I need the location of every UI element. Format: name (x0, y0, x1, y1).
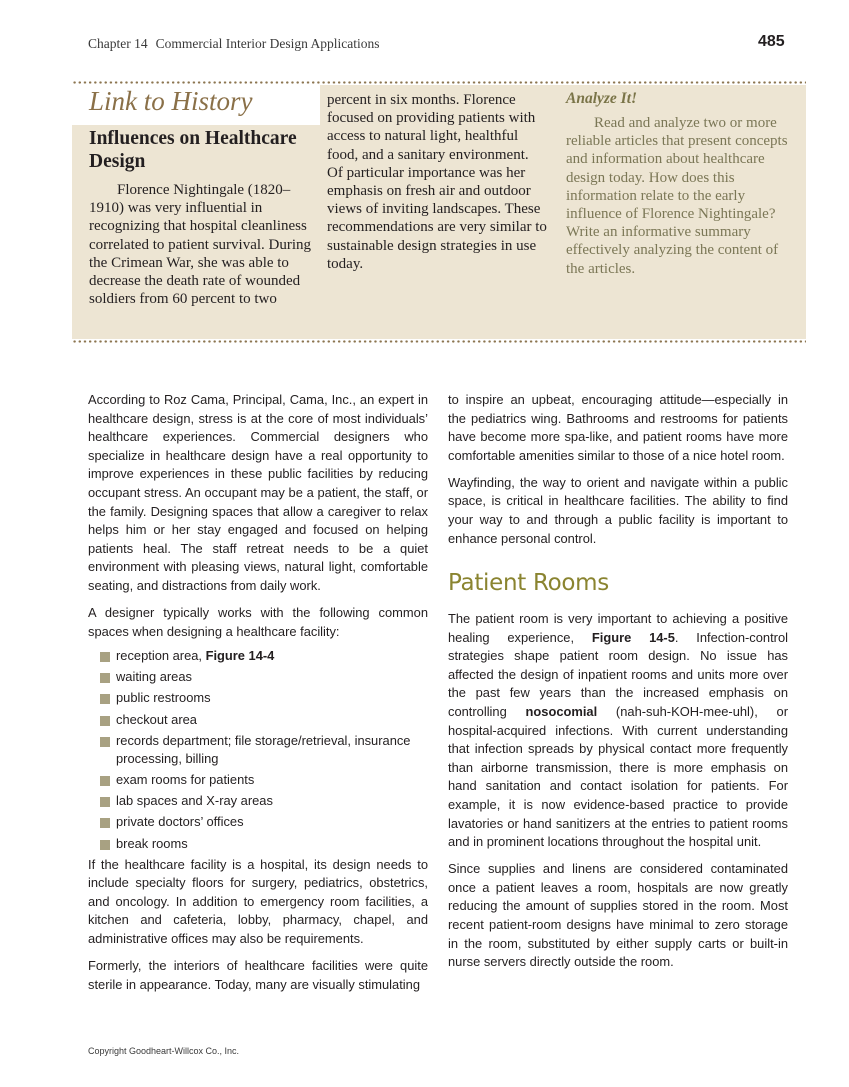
list-item: exam rooms for patients (88, 771, 428, 790)
figure-reference: Figure 14-4 (205, 648, 275, 664)
list-item: reception area, Figure 14-4 (88, 647, 428, 666)
paragraph: to inspire an upbeat, encouraging attitude—especially in the pediatrics wing. Bathrooms and restrooms for patients have become more spa-like, and patient rooms have more comfortable amenities similar to those of a nice hotel room. (448, 392, 788, 463)
section-heading-patient-rooms: Patient Rooms (448, 570, 609, 596)
square-bullet-icon (100, 776, 110, 786)
chapter-number: Chapter 14 (88, 36, 148, 51)
list-item: private doctors’ offices (88, 813, 428, 832)
paragraph: If the healthcare facility is a hospital, its design needs to include specialty floors for surgery, pediatrics, obstetrics, and oncology. In addition to emergency room facilities, a kitchen and cafeteria, lobby, pharmacy, chapel, and administrative offices may also be requirements. (88, 856, 428, 947)
list-item: checkout area (88, 711, 428, 730)
box-subhead: Influences on Healthcare Design (89, 128, 297, 172)
spaces-list (88, 647, 428, 853)
dotted-rule-top (72, 81, 806, 84)
list-item: public restrooms (88, 689, 428, 708)
page-number: 485 (758, 33, 785, 50)
list-item: lab spaces and X-ray areas (88, 792, 428, 811)
paragraph: Since supplies and linens are considered contaminated once a patient leaves a room, hospitals are now greatly reducing the amount of supplies stored in the room. Most recent patient-room designs have minimal to zero storage in the room, substituted by either supply carts or built-in nurse servers directly outside the room. (448, 861, 788, 970)
box-column-1-text: Florence Nightingale (1820–1910) was very influential in recognizing that hospital cleanliness correlated to patient survival. During the Crimean War, she was able to decrease the death rate of wounded soldiers from 60 percent to two (89, 182, 312, 308)
square-bullet-icon (100, 840, 110, 850)
box-column-2: percent in six months. Florence focused on providing patients with access to natural light, healthful food, and a sanitary environment. Of particular importance was her emphasis on fresh air and outdoor views of inviting landscapes. These recommendations are very similar to sustainable design strategies in use today. (327, 92, 547, 272)
box-column-1 (89, 181, 315, 308)
list-item: waiting areas (88, 668, 428, 687)
right-column-bottom (448, 610, 788, 980)
running-header (88, 36, 379, 52)
paragraph: Wayfinding, the way to orient and navigate within a public space, is critical in healthcare facilities. The ability to find your way to and through a public facility is important to enhance personal control. (448, 474, 788, 546)
box-title: Link to History (89, 86, 253, 116)
paragraph: The patient room is very important to achieving a positive healing experience, Figure 14-5. Infection-control strategies shape patient room design. No issue has affected the design of inpatient rooms and units more over the past few years than the increased emphasis on controlling nosocomial (nah-suh-KOH-mee-uhl), or hospital-acquired infections. With current understanding that infection spreads by physical contact more frequently than airborne transmission, there is more emphasis on hand sanitation and contact isolation for patients. For example, it is now evidence-based practice to provide lavatories or hand sanitizers at the entries to patient rooms and in prominent locations throughout the hospital unit. (448, 611, 789, 850)
list-item: records department; file storage/retrieval, insurance processing, billing (88, 732, 428, 769)
list-item: break rooms (88, 835, 428, 854)
square-bullet-icon (100, 818, 110, 828)
analyze-it-title: Analyze It! (566, 90, 638, 107)
right-column-top (448, 391, 788, 557)
square-bullet-icon (100, 652, 110, 662)
paragraph: A designer typically works with the following common spaces when designing a healthcare facility: (88, 605, 428, 639)
copyright-footer: Copyright Goodheart-Willcox Co., Inc. (88, 1046, 240, 1056)
square-bullet-icon (100, 716, 110, 726)
chapter-title: Commercial Interior Design Applications (155, 36, 380, 51)
paragraph: According to Roz Cama, Principal, Cama, Inc., an expert in healthcare design, stress is at the core of most individuals’ healthcare experiences. Commercial designers who specialize in healthcare design have a real opportunity to improve experiences in these public facilities by reducing occupant stress. An occupant may be a patient, the staff, or the family. Designing spaces that allow a caregiver to relax helps him or her stay engaged and focused on helping patients heal. The staff retreat needs to be a quiet environment with pleasing views, natural light, comfortable seating, and distractions from daily work. (88, 392, 428, 593)
square-bullet-icon (100, 694, 110, 704)
analyze-it-body: Read and analyze two or more reliable articles that present concepts and information about healthcare design today. How does this information relate to the early influence of Florence Nightingale? Write an informative summary effectively analyzing the content of the articles. (566, 115, 788, 277)
dotted-rule-bottom (72, 340, 806, 343)
square-bullet-icon (100, 737, 110, 747)
paragraph: Formerly, the interiors of healthcare facilities were quite sterile in appearance. Today, many are visually stimulating (88, 958, 428, 992)
figure-reference: Figure 14-5 (591, 629, 675, 645)
analyze-it-text (566, 114, 798, 278)
square-bullet-icon (100, 673, 110, 683)
left-column (88, 391, 428, 1003)
square-bullet-icon (100, 797, 110, 807)
key-term: nosocomial (525, 703, 598, 719)
